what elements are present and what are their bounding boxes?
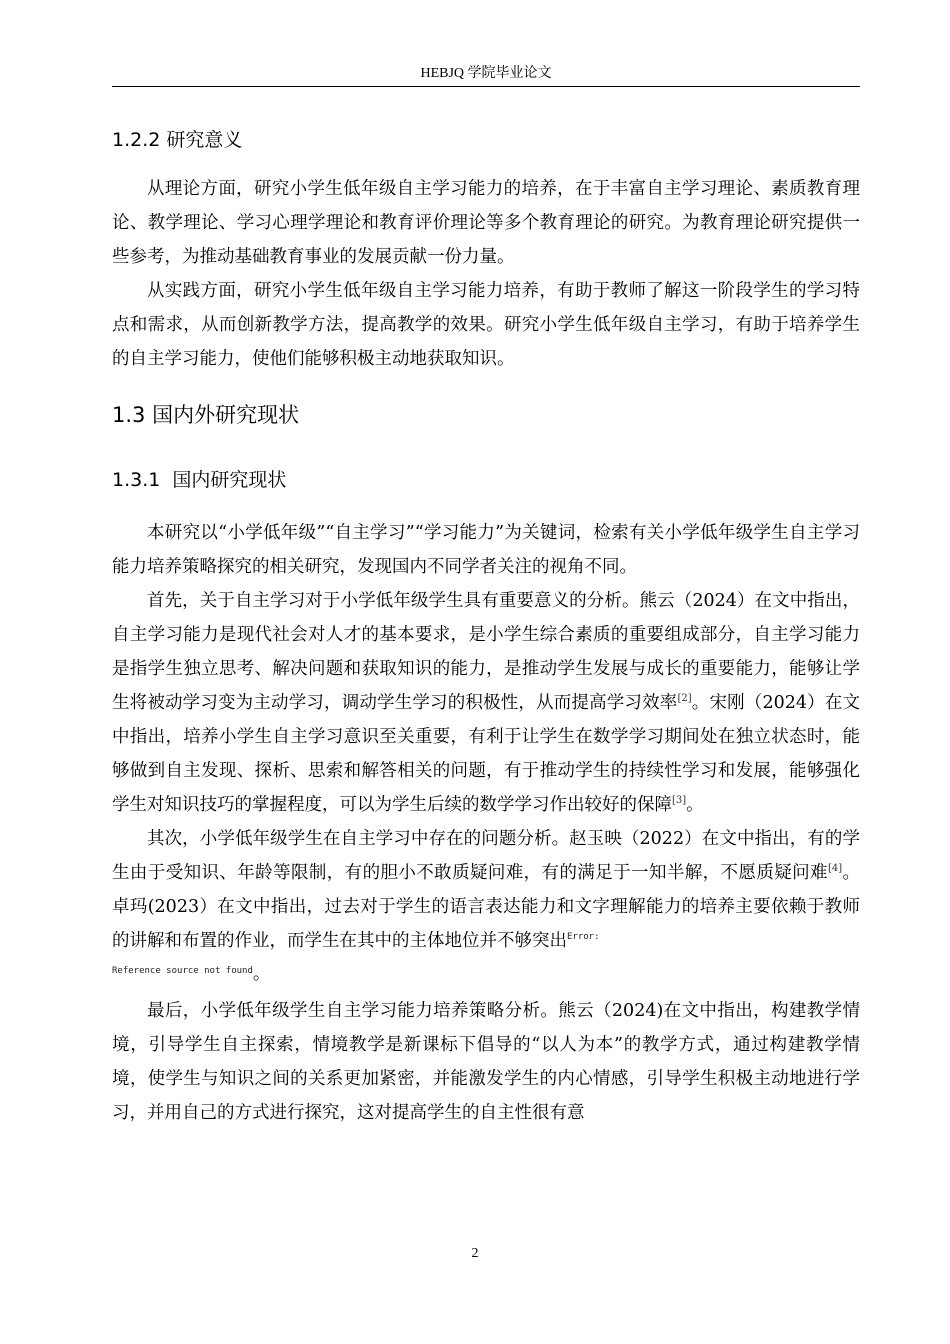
citation-ref-4: [4] [827,863,843,875]
header-divider [112,86,860,87]
document-body [112,118,860,1130]
citation-ref-3: [3] [672,795,687,807]
page-header-title: HEBJQ 学院毕业论文 [420,66,552,81]
paragraph-significance-text-a: 首先，关于自主学习对于小学低年级学生具有重要意义的分析。熊云（2024）在文中指出，自主学习能力是现代社会对人才的基本要求，是小学生综合素质的重要组成部分，自主学习能力是指学生独立思考、解决问题和获取知识的能力，是推动学生发展与成长的重要能力，能够让学生将被动学习变为主动学习，调动学生学习的积极性，从而提高学习效率 [112,591,860,713]
paragraph-significance-text-b: 。宋刚（2024）在文中指出，培养小学生自主学习意识至关重要，有利于让学生在数学学习期间处在独立状态时，能够做到自主发现、探析、思索和解答相关的问题，有于推动学生的持续性学习和发展，能够强化学生对知识技巧的掌握程度，可以为学生后续的数学学习作出较好的保障 [112,693,861,815]
paragraph-problems-text-b: 。卓玛(2023）在文中指出，过去对于学生的语言表达能力和文字理解能力的培养主要依赖于教师的讲解和布置的作业，而学生在其中的主体地位并不够突出 [112,863,861,951]
reference-error-label: Error: [567,932,600,943]
paragraph-problems [112,822,860,958]
section-heading-1-3: 1.3 国内外研究现状 [112,403,300,427]
citation-ref-2: [2] [677,693,692,705]
section-heading-1-2-2: 1.2.2 研究意义 [112,129,243,151]
paragraph-problems-text-c: 。 [252,964,271,984]
section-heading-1-3-1: 1.3.1 国内研究现状 [112,469,287,491]
paragraph-strategies: 最后，小学低年级学生自主学习能力培养策略分析。熊云（2024)在文中指出，构建教学情境，引导学生自主探索，情境教学是新课标下倡导的“以人为本”的教学方式，通过构建教学情境，使学生与知识之间的关系更加紧密，并能激发学生的内心情感，引导学生积极主动地进行学习，并用自己的方式进行探究，这对提高学生的自主性很有意 [112,1001,860,1123]
paragraph-keywords: 本研究以“小学低年级”“自主学习”“学习能力”为关键词，检索有关小学低年级学生自主学习能力培养策略探究的相关研究，发现国内不同学者关注的视角不同。 [112,523,860,577]
paragraph-problems-text-a: 其次，小学低年级学生在自主学习中存在的问题分析。赵玉映（2022）在文中指出，有的学生由于受知识、年龄等限制，有的胆小不敢质疑问难，有的满足于一知半解，不愿质疑问难 [112,829,860,883]
reference-error-message: Reference source not found [112,966,253,976]
paragraph-significance [112,584,860,822]
reference-error-line [112,958,860,984]
paragraph-significance-text-c: 。 [686,795,704,815]
paragraph-practice: 从实践方面，研究小学生低年级自主学习能力培养，有助于教师了解这一阶段学生的学习特点和需求，从而创新教学方法，提高教学的效果。研究小学生低年级自主学习，有助于培养学生的自主学习能力，使他们能够积极主动地获取知识。 [112,281,860,369]
page-number: 2 [471,1246,479,1261]
paragraph-theory: 从理论方面，研究小学生低年级自主学习能力的培养，在于丰富自主学习理论、素质教育理论、教学理论、学习心理学理论和教育评价理论等多个教育理论的研究。为教育理论研究提供一些参考，为推动基础教育事业的发展贡献一份力量。 [112,179,860,267]
